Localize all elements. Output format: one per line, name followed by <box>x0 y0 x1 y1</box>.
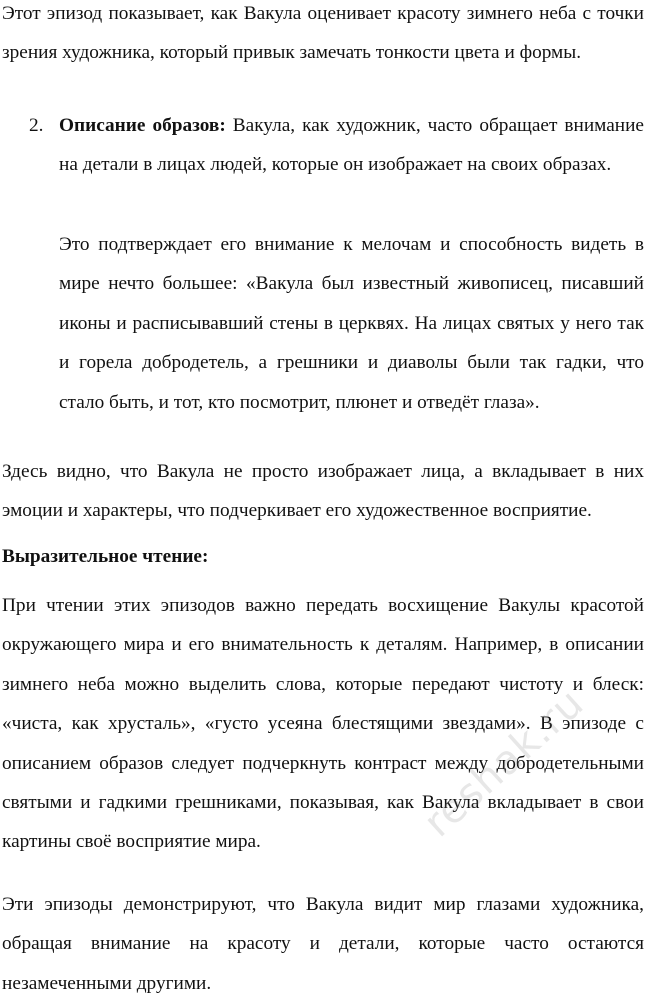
list-item-title: Описание образов: <box>59 115 226 136</box>
intro-paragraph: Этот эпизод показывает, как Вакула оценивает красоту зимнего неба с точки зрения художника, который привык замечать тонкости цвета и формы. <box>2 3 644 64</box>
reading-heading: Выразительное чтение: <box>2 546 209 567</box>
episodes-paragraph: Эти эпизоды демонстрируют, что Вакула видит мир глазами художника, обращая внимание на красоту и детали, которые часто остаются незамеченными другими. <box>2 894 644 994</box>
reading-paragraph: При чтении этих эпизодов важно передать восхищение Вакулы красотой окружающего мира и его внимательность к деталям. Например, в описании зимнего неба можно выделить слова, которые передают чистоту и блеск: «чиста, как хрусталь», «густо усеяна блестящими звездами». В эпизоде с описанием образов следует подчеркнуть контраст между добродетельными святыми и гадкими грешниками, показывая, как Вакула вкладывает в свои картины своё восприятие мира. <box>2 595 644 853</box>
confirm-paragraph: Это подтверждает его внимание к мелочам и способность видеть в мире нечто большее: «Вакула был известный живописец, писавший иконы и расписывавший стены в церквях. На лицах святых у него так и горела добродетель, а грешники и диаволы были так гадки, что стало быть, и тот, кто посмотрит, плюнет и отведёт глаза». <box>59 234 644 413</box>
list-item-text: Вакула, как художник, часто обращает внимание на детали в лицах людей, которые он изображает на своих образах. <box>59 115 644 176</box>
list-item-body <box>59 106 644 185</box>
list-number: 2. <box>29 115 44 136</box>
watermark-logo: reshak.ru <box>415 679 593 847</box>
summary-paragraph: Здесь видно, что Вакула не просто изображает лица, а вкладывает в них эмоции и характеры, что подчеркивает его художественное восприятие. <box>2 461 644 522</box>
